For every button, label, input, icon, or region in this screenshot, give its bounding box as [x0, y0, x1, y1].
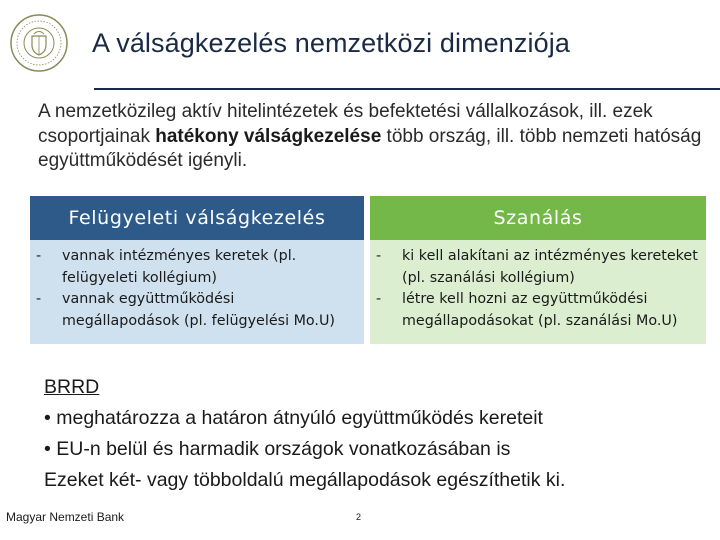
- list-item: [376, 246, 698, 289]
- list-item: [36, 246, 356, 289]
- list-item: [376, 289, 698, 332]
- brrd-bullet: • EU-n belül és harmadik országok vonatkozásában is: [44, 438, 511, 460]
- intro-text-1: A nemzetközileg aktív hitelintézetek és befektetési vállalkozások, ill. ezek csoportjainak: [38, 101, 653, 147]
- footer-bank-name: Magyar Nemzeti Bank: [6, 510, 125, 524]
- brrd-title: BRRD: [44, 376, 100, 398]
- supervisory-crisis-body: [30, 240, 364, 344]
- resolution-header: Szanálás: [370, 196, 706, 240]
- list-item-text: létre kell hozni az együttműködési megállapodásokat (pl. szanálási Mo.U): [402, 291, 678, 329]
- slide-title: A válságkezelés nemzetközi dimenziója: [92, 28, 570, 58]
- title-divider: [94, 88, 720, 90]
- list-item-text: vannak intézményes keretek (pl. felügyeleti kollégium): [62, 248, 297, 286]
- intro-text-2: több ország, ill. több nemzeti hatóság együttműködését igényli.: [38, 125, 702, 171]
- list-dash: -: [376, 291, 382, 307]
- list-dash: -: [36, 248, 42, 264]
- intro-bold-text: hatékony válságkezelése: [155, 125, 382, 147]
- brrd-bullet: • meghatározza a határon átnyúló együttműködés kereteit: [44, 407, 543, 429]
- page-number: 2: [356, 512, 362, 522]
- supervisory-crisis-header: Felügyeleti válságkezelés: [30, 196, 364, 240]
- brrd-closing: Ezeket két- vagy többoldalú megállapodások egészíthetik ki.: [44, 469, 566, 491]
- list-dash: -: [376, 248, 382, 264]
- resolution-body: [370, 240, 706, 344]
- list-item: [36, 289, 356, 332]
- list-dash: -: [36, 291, 42, 307]
- list-item-text: vannak együttműködési megállapodások (pl. felügyelési Mo.U): [62, 291, 336, 329]
- brrd-section: [44, 372, 684, 496]
- mnb-seal-logo: [8, 12, 70, 74]
- intro-paragraph: [38, 100, 702, 174]
- list-item-text: ki kell alakítani az intézményes kereteket (pl. szanálási kollégium): [402, 248, 698, 286]
